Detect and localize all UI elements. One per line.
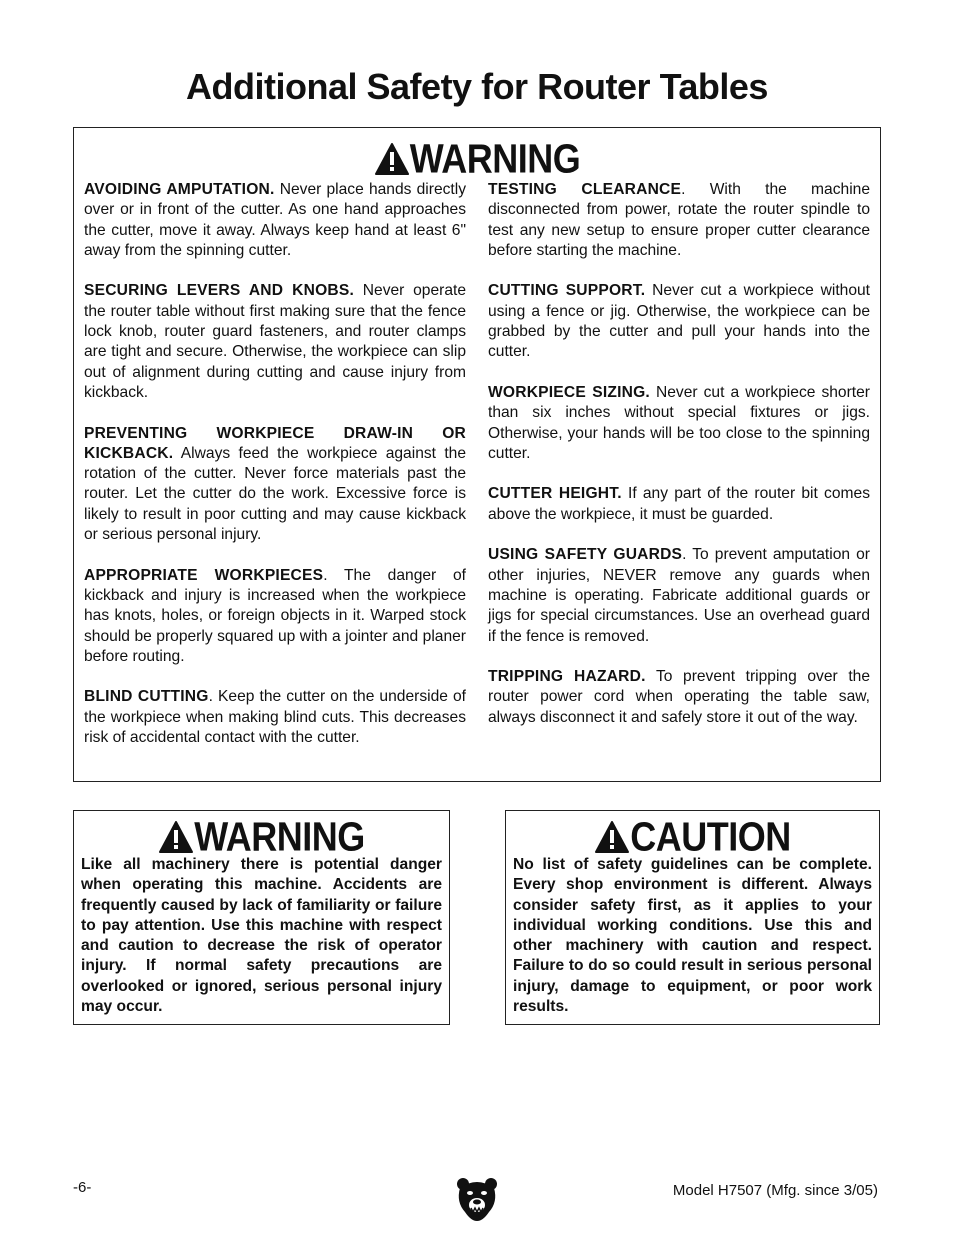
caution-box (505, 810, 880, 1025)
main-warning-box (73, 127, 881, 782)
caution-text: No list of safety guidelines can be complete. Every shop environment is different. Always consider safety first, as it applies to your individual working conditions. Use this and other machinery with caution and respect. Failure to do so could result in serious personal injury, damage to equipment, or poor work results. (513, 856, 872, 1016)
safety-item-avoiding-amputation: AVOIDING AMPUTATION. Never place hands directly over or in front of the cutter. As one hand approaches the cutter, move it away. Always keep hand at least 6" away from the spinning cutter. (84, 181, 467, 259)
caution-signal-word: CAUTION (630, 813, 791, 860)
warning-signal-header (74, 135, 880, 182)
page-number: -6- (73, 1179, 92, 1196)
general-warning-box (73, 810, 450, 1025)
warning-triangle-icon (374, 142, 410, 176)
warning-columns (84, 180, 870, 769)
safety-item-safety-guards: USING SAFETY GUARDS. To prevent amputation or other injuries, NEVER remove any guards when machine is operating. Fabricate additional guards or jigs for special circumstances. Use an overhead guard if the fence is removed. (488, 546, 870, 645)
safety-item-cutter-height: CUTTER HEIGHT. If any part of the router bit comes above the workpiece, it must be guarded. (488, 485, 870, 523)
safety-item-workpiece-sizing: WORKPIECE SIZING. Never cut a workpiece shorter than six inches without special fixtures or jigs. Otherwise, your hands will be too close to the spinning cutter. (488, 383, 870, 462)
safety-item-blind-cutting: BLIND CUTTING. Keep the cutter on the underside of the workpiece when making blind cuts. This decreases risk of accidental contact with the cutter. (84, 688, 466, 747)
warning-left-column (84, 180, 466, 769)
safety-item-securing-levers: SECURING LEVERS AND KNOBS. Never operate the router table without first making sure that the fence lock knob, router guard fasteners, and router clamps are tight and secure. Otherwise, the workpiece can slip out of alignment during cutting and cause injury from kickback. (84, 282, 467, 401)
safety-item-appropriate-workpieces: APPROPRIATE WORKPIECES. The danger of kickback and injury is increased when the workpiece has knots, holes, or foreign objects in it. Warped stock should be properly squared up with a jointer and planer before routing. (84, 566, 466, 665)
grizzly-bear-logo (456, 1176, 498, 1222)
safety-item-tripping-hazard: TRIPPING HAZARD. To prevent tripping over the router power cord when operating the table saw, always disconnect it and safely store it out of the way. (488, 668, 870, 726)
warning-right-column (488, 180, 870, 769)
safety-item-draw-in-kickback: PREVENTING WORKPIECE DRAW-IN OR KICKBACK. Always feed the workpiece against the rotation of the cutter. Never force materials past the router. Let the cutter do the work. Excessive force is likely to result in poor cutting and may cause kickback or serious personal injury. (84, 424, 466, 544)
safety-item-testing-clearance: TESTING CLEARANCE. With the machine disconnected from power, rotate the router spindle to test any new setup to ensure proper cutter clearance before starting the machine. (488, 181, 871, 259)
model-info: Model H7507 (Mfg. since 3/05) (672, 1182, 878, 1199)
warning-triangle-icon (594, 820, 630, 854)
caution-signal-header (506, 813, 879, 860)
safety-item-cutting-support: CUTTING SUPPORT. Never cut a workpiece without using a fence or jig. Otherwise, the workpiece can be grabbed by the cutter and pull your hands into the cutter. (488, 282, 871, 361)
warning-signal-word: WARNING (194, 813, 365, 860)
warning-signal-header (74, 813, 449, 860)
warning-signal-word: WARNING (409, 135, 581, 182)
warning-triangle-icon (158, 820, 194, 854)
page-title: Additional Safety for Router Tables (186, 66, 768, 107)
general-warning-text: Like all machinery there is potential danger when operating this machine. Accidents are frequently caused by lack of familiarity or failure to pay attention. Use this machine with respect and caution to decrease the risk of operator injury. If normal safety precautions are overlooked or ignored, serious personal injury may occur. (81, 856, 442, 1016)
